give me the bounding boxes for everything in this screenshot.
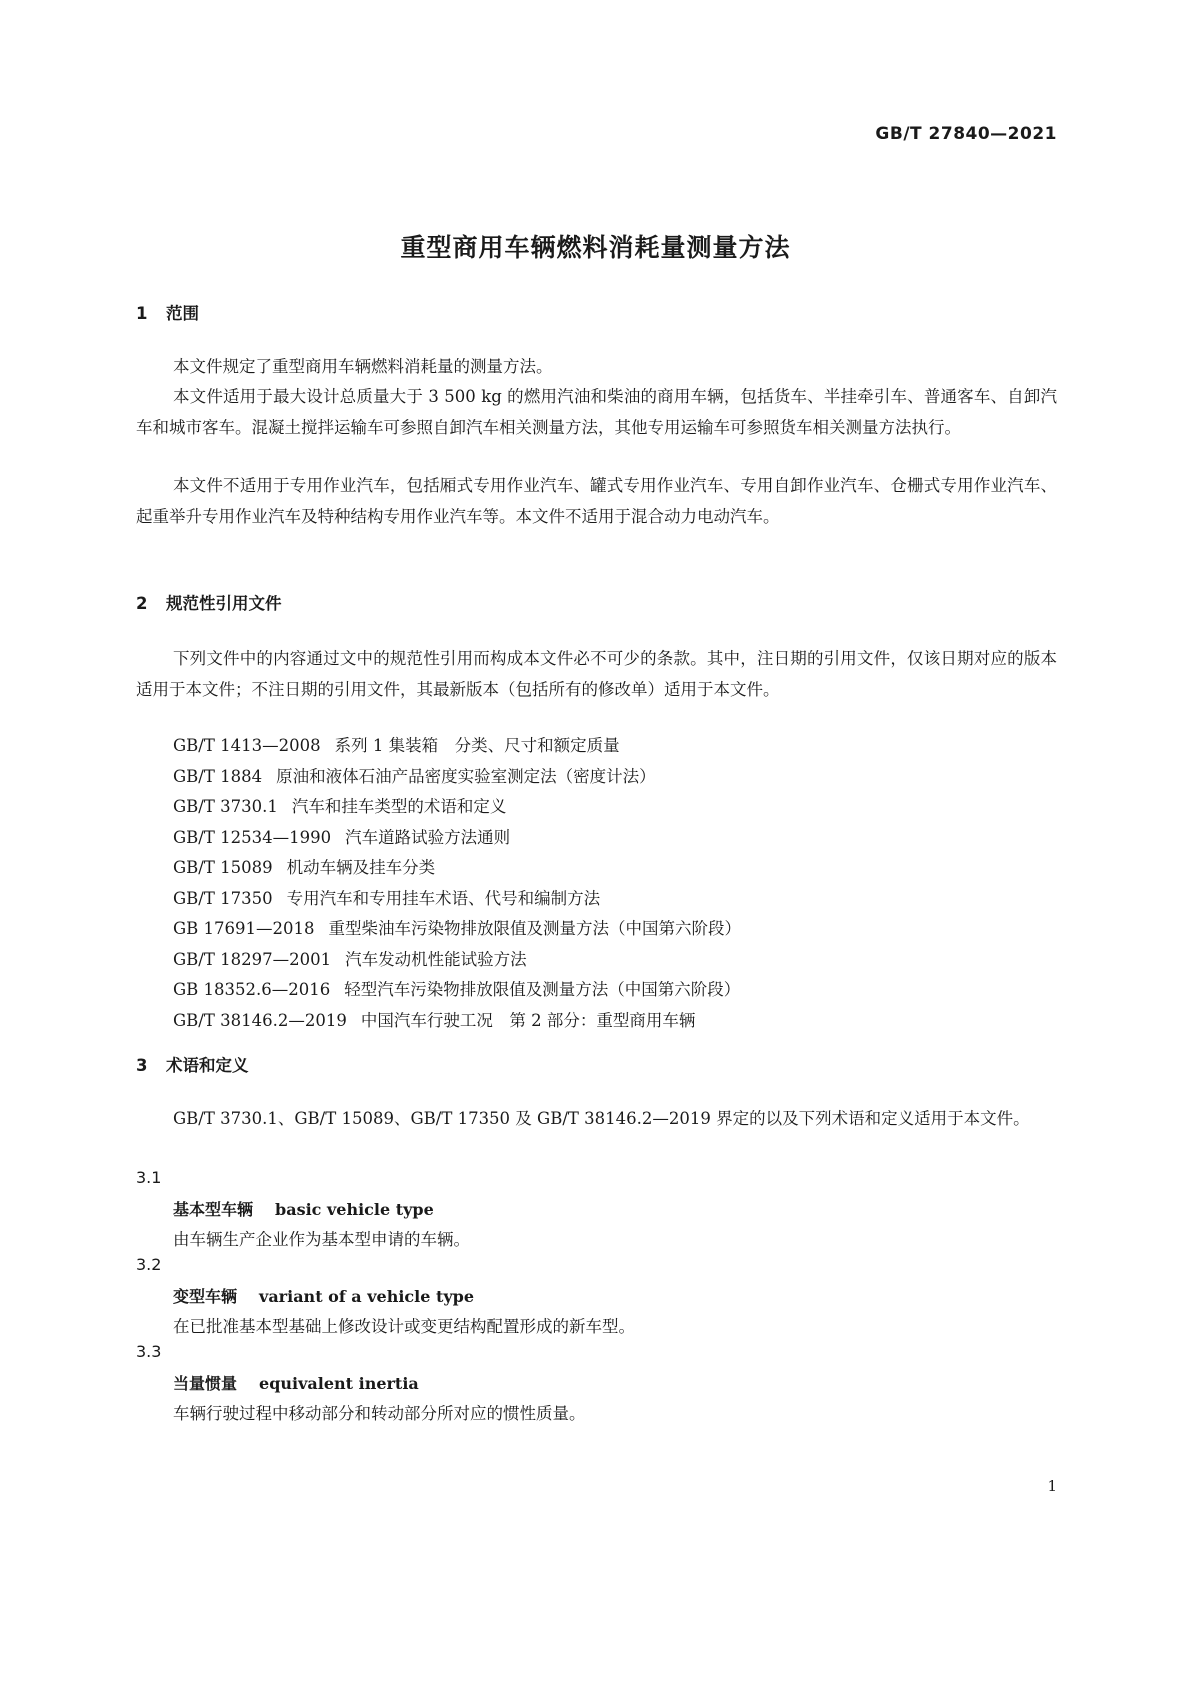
reference-item (173, 884, 741, 915)
reference-item (173, 823, 741, 854)
term-definition: 在已批准基本型基础上修改设计或变更结构配置形成的新车型。 (173, 1317, 635, 1336)
section-1-paragraph: 本文件适用于最大设计总质量大于 3 500 kg 的燃用汽油和柴油的商用车辆，包括货车、半挂牵引车、普通客车、自卸汽车和城市客车。混凝土搅拌运输车可参照自卸汽车相关测量方法，其他专用运输车可参照货车相关测量方法执行。 (136, 387, 1057, 437)
reference-item (173, 945, 741, 976)
reference-code: GB/T 15089 (173, 858, 273, 877)
reference-title: 汽车发动机性能试验方法 (345, 949, 527, 969)
section-1-paragraph: 本文件规定了重型商用车辆燃料消耗量的测量方法。 (173, 357, 553, 376)
term-definition: 车辆行驶过程中移动部分和转动部分所对应的惯性质量。 (173, 1404, 586, 1423)
reference-title: 重型柴油车污染物排放限值及测量方法（中国第六阶段） (328, 919, 742, 938)
reference-title: 中国汽车行驶工况 第 2 部分：重型商用车辆 (360, 1010, 696, 1030)
term-definition: 由车辆生产企业作为基本型申请的车辆。 (173, 1230, 470, 1249)
section-number: 2 (136, 594, 148, 613)
term-number: 3.2 (136, 1255, 162, 1274)
reference-code: GB 17691—2018 (173, 919, 315, 938)
term-en: variant of a vehicle type (259, 1287, 475, 1306)
section-3-heading (136, 1052, 249, 1076)
section-1-heading (136, 300, 199, 324)
reference-item (173, 792, 741, 823)
term-zh: 基本型车辆 (173, 1200, 254, 1219)
section-1-paragraph: 本文件不适用于专用作业汽车，包括厢式专用作业汽车、罐式专用作业汽车、专用自卸作业汽车、仓栅式专用作业汽车、起重举升专用作业汽车及特种结构专用作业汽车等。本文件不适用于混合动力电动汽车。 (136, 476, 1057, 526)
reference-code: GB/T 3730.1 (173, 797, 278, 816)
reference-code: GB 18352.6—2016 (173, 980, 331, 999)
reference-title: 汽车和挂车类型的术语和定义 (291, 797, 507, 816)
term-en: equivalent inertia (259, 1374, 419, 1393)
reference-item (173, 1006, 741, 1037)
reference-title: 系列 1 集装箱 分类、尺寸和额定质量 (334, 736, 620, 755)
document-title: 重型商用车辆燃料消耗量测量方法 (400, 233, 791, 262)
section-3-intro: GB/T 3730.1、GB/T 15089、GB/T 17350 及 GB/T 38146.2—2019 界定的以及下列术语和定义适用于本文件。 (173, 1109, 1030, 1128)
reference-title: 原油和液体石油产品密度实验室测定法（密度计法） (276, 766, 656, 786)
term-heading (173, 1197, 434, 1220)
section-title: 范围 (166, 304, 199, 323)
reference-code: GB/T 12534—1990 (173, 827, 332, 847)
normative-reference-list (173, 731, 741, 1036)
reference-title: 汽车道路试验方法通则 (345, 827, 511, 847)
term-zh: 变型车辆 (173, 1287, 238, 1306)
section-2-intro: 下列文件中的内容通过文中的规范性引用而构成本文件必不可少的条款。其中，注日期的引用文件，仅该日期对应的版本适用于本文件；不注日期的引用文件，其最新版本（包括所有的修改单）适用于本文件。 (136, 649, 1057, 699)
reference-item (173, 914, 741, 945)
reference-item (173, 853, 741, 884)
reference-code: GB/T 1413—2008 (173, 736, 321, 755)
term-number: 3.3 (136, 1342, 162, 1361)
term-number: 3.1 (136, 1168, 162, 1187)
section-title: 术语和定义 (166, 1056, 249, 1075)
reference-title: 轻型汽车污染物排放限值及测量方法（中国第六阶段） (344, 980, 741, 999)
term-zh: 当量惯量 (173, 1374, 238, 1393)
term-heading (173, 1284, 474, 1307)
reference-item (173, 731, 741, 762)
term-heading (173, 1371, 419, 1394)
reference-item (173, 762, 741, 793)
reference-item (173, 975, 741, 1006)
reference-code: GB/T 18297—2001 (173, 949, 332, 969)
section-number: 3 (136, 1056, 148, 1075)
section-number: 1 (136, 304, 148, 323)
reference-title: 机动车辆及挂车分类 (286, 858, 436, 877)
section-title: 规范性引用文件 (166, 594, 282, 613)
term-en: basic vehicle type (275, 1200, 434, 1219)
reference-title: 专用汽车和专用挂车术语、代号和编制方法 (286, 888, 601, 908)
reference-code: GB/T 38146.2—2019 (173, 1010, 347, 1030)
standard-code: GB/T 27840—2021 (875, 124, 1057, 144)
reference-code: GB/T 1884 (173, 766, 263, 786)
page-number: 1 (1047, 1477, 1057, 1495)
reference-code: GB/T 17350 (173, 888, 273, 908)
section-2-heading (136, 590, 282, 614)
